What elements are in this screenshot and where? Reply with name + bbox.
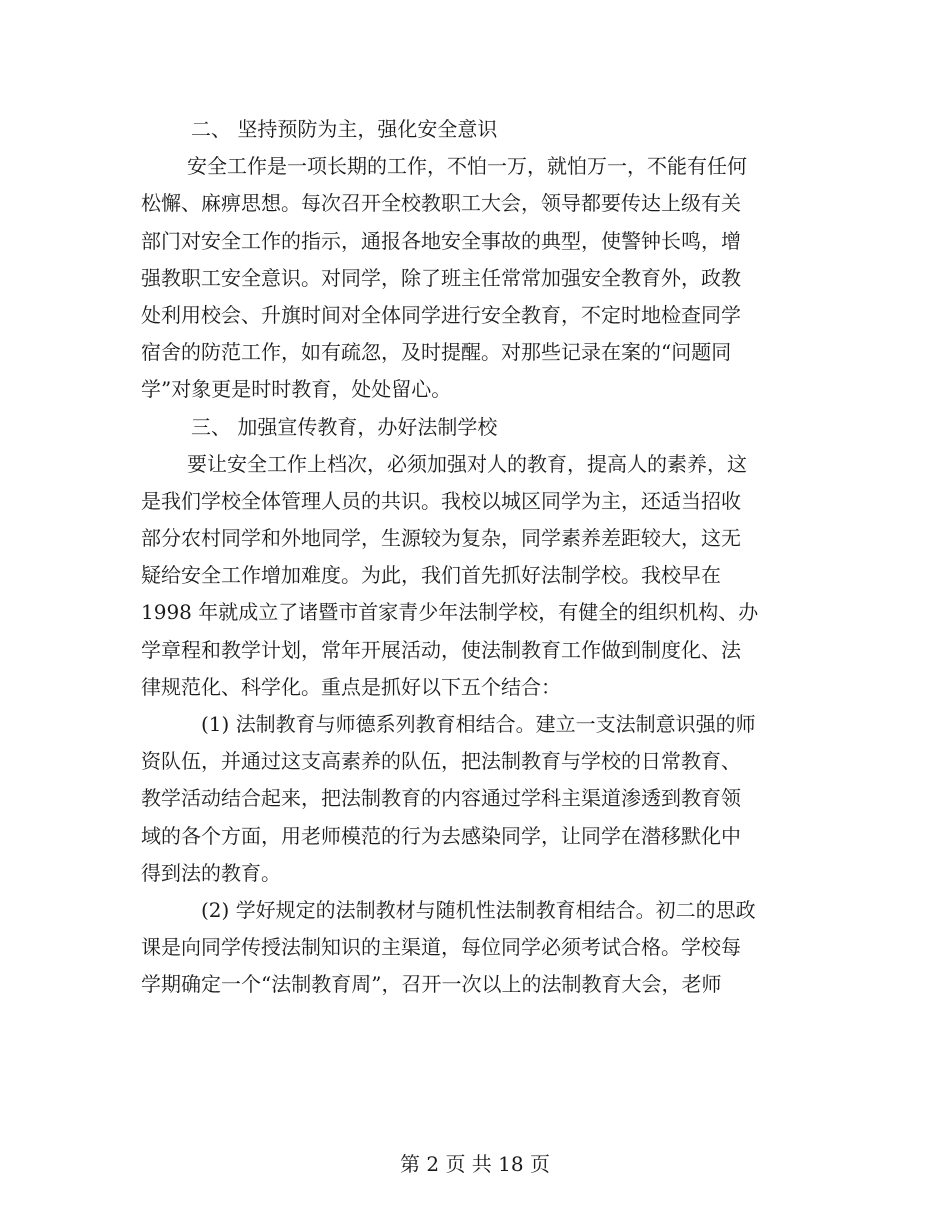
list-item-2-start: (2) 学好规定的法制教材与随机性法制教育相结合。初二的思政 (201, 897, 756, 922)
paragraph-line: 部门对安全工作的指示，通报各地安全事故的典型，使警钟长鸣，增 (141, 228, 741, 253)
paragraph-line: 学期确定一个“法制教育周”，召开一次以上的法制教育大会，老师 (141, 972, 722, 997)
paragraph-line: 律规范化、科学化。重点是抓好以下五个结合： (141, 674, 561, 699)
list-item-1-start: (1) 法制教育与师德系列教育相结合。建立一支法制意识强的师 (201, 712, 756, 736)
paragraph-line: 疑给安全工作增加难度。为此，我们首先抓好法制学校。我校早在 (141, 563, 721, 588)
section-heading-3: 三、 加强宣传教育，办好法制学校 (191, 414, 498, 439)
paragraph-line: 是我们学校全体管理人员的共识。我校以城区同学为主，还适当招收 (141, 488, 741, 513)
paragraph-line: 学”对象更是时时教育，处处留心。 (141, 377, 452, 402)
paragraph-line: 安全工作是一项长期的工作，不怕一万，就怕万一，不能有任何 (187, 154, 747, 179)
paragraph-line: 宿舍的防范工作，如有疏忽，及时提醒。对那些记录在案的“问题同 (141, 340, 732, 365)
section-heading-2: 二、 坚持预防为主，强化安全意识 (191, 117, 498, 141)
paragraph-line: 1998 年就成立了诸暨市首家青少年法制学校，有健全的组织机构、办 (141, 600, 759, 625)
paragraph-line: 松懈、麻痹思想。每次召开全校教职工大会，领导都要传达上级有关 (141, 191, 741, 216)
paragraph-line: 课是向同学传授法制知识的主渠道，每位同学必须考试合格。学校每 (141, 935, 741, 960)
paragraph-line: 教学活动结合起来，把法制教育的内容通过学科主渠道渗透到教育领 (141, 786, 741, 811)
document-body (141, 111, 811, 1004)
paragraph-line: 要让安全工作上档次，必须加强对人的教育，提高人的素养，这 (187, 451, 747, 476)
paragraph-line: 部分农村同学和外地同学，生源较为复杂，同学素养差距较大，这无 (141, 526, 741, 551)
paragraph-line: 得到法的教育。 (141, 860, 281, 885)
paragraph-line: 学章程和教学计划，常年开展活动，使法制教育工作做到制度化、法 (141, 637, 741, 662)
paragraph-line: 域的各个方面，用老师模范的行为去感染同学，让同学在潜移默化中 (141, 823, 741, 848)
page-number-footer: 第 2 页 共 18 页 (400, 1152, 550, 1176)
paragraph-line: 资队伍，并通过这支高素养的队伍，把法制教育与学校的日常教育、 (141, 749, 741, 774)
paragraph-line: 强教职工安全意识。对同学，除了班主任常常加强安全教育外，政教 (141, 265, 741, 290)
paragraph-line: 处利用校会、升旗时间对全体同学进行安全教育，不定时地检查同学 (141, 302, 741, 327)
